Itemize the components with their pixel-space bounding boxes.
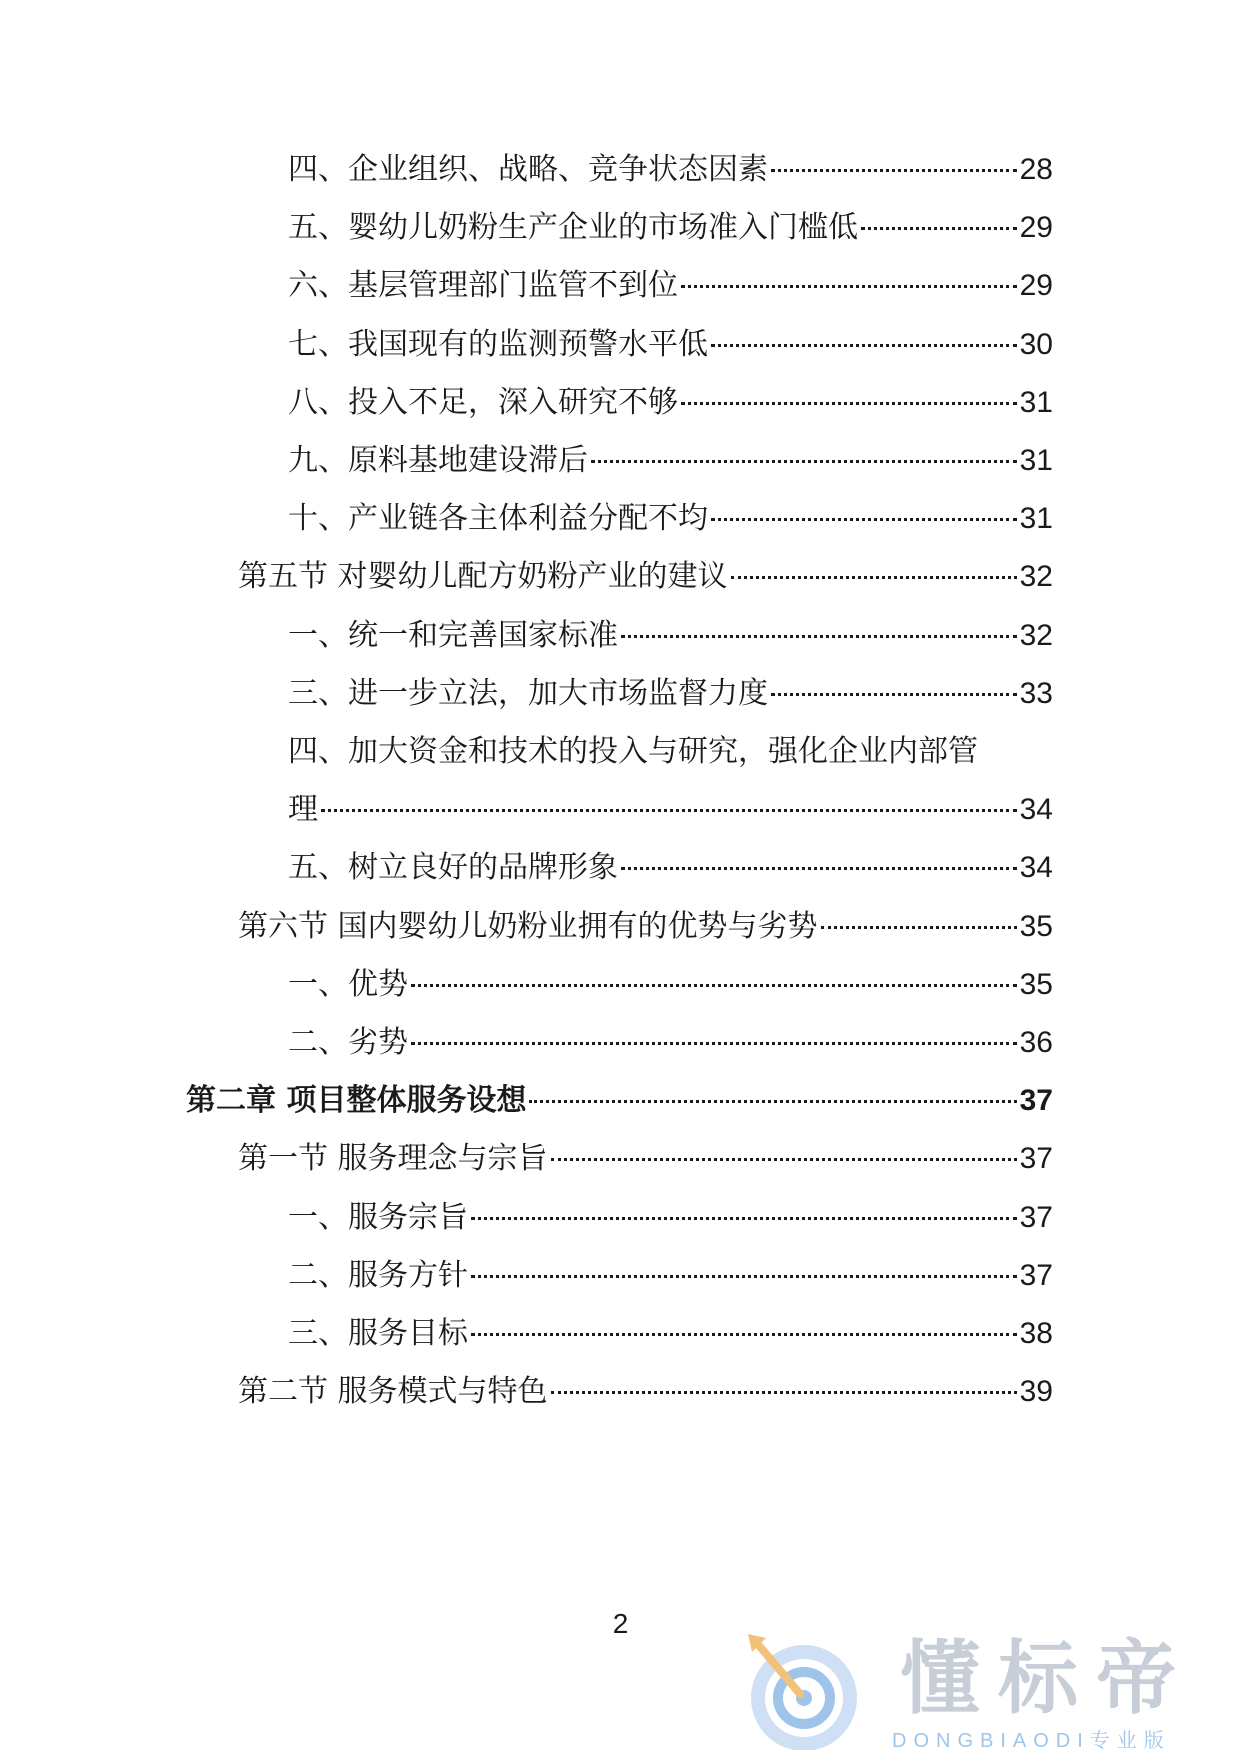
toc-entry-title: 六、基层管理部门监管不到位 bbox=[288, 268, 678, 304]
toc-entry[interactable] bbox=[288, 325, 1053, 365]
toc-entry-title: 三、服务目标 bbox=[288, 1316, 468, 1351]
toc-entry[interactable] bbox=[288, 1314, 1053, 1354]
watermark bbox=[742, 1632, 1222, 1750]
toc-entry[interactable] bbox=[288, 965, 1053, 1005]
toc-entry-page: 37 bbox=[1019, 1200, 1053, 1234]
toc-entry-title-continuation: 理 bbox=[288, 792, 318, 828]
toc-entry[interactable] bbox=[288, 266, 1053, 306]
toc-dot-leader bbox=[551, 1158, 1017, 1161]
toc-entry-page: 34 bbox=[1019, 851, 1053, 885]
toc-entry-title: 十、产业链各主体利益分配不均 bbox=[288, 501, 708, 537]
toc-dot-leader bbox=[771, 169, 1017, 172]
toc-dot-leader bbox=[771, 693, 1017, 696]
toc-dot-leader bbox=[621, 867, 1017, 870]
toc-entry-page: 31 bbox=[1019, 385, 1053, 419]
toc-entry-page: 31 bbox=[1019, 502, 1053, 536]
toc-entry-page: 32 bbox=[1019, 560, 1053, 594]
toc-entry-title: 第二节 服务模式与特色 bbox=[238, 1374, 548, 1410]
toc-dot-leader bbox=[529, 1100, 1016, 1103]
toc-dot-leader bbox=[821, 926, 1017, 929]
toc-dot-leader bbox=[471, 1333, 1017, 1336]
toc-dot-leader bbox=[591, 460, 1017, 463]
toc-entry[interactable] bbox=[288, 383, 1053, 423]
toc-dot-leader bbox=[471, 1217, 1017, 1220]
toc-entry-title: 四、加大资金和技术的投入与研究，强化企业内部管 bbox=[288, 734, 978, 769]
toc-entry-page: 37 bbox=[1019, 1258, 1053, 1292]
toc-entry[interactable] bbox=[288, 790, 1053, 830]
toc-entry-page: 30 bbox=[1019, 327, 1053, 361]
toc-entry-title: 五、婴幼儿奶粉生产企业的市场准入门槛低 bbox=[288, 210, 858, 246]
toc-entry-title: 二、劣势 bbox=[288, 1025, 408, 1060]
toc-entry-title: 四、企业组织、战略、竞争状态因素 bbox=[288, 152, 768, 187]
toc-dot-leader bbox=[411, 1042, 1017, 1045]
toc-entry-page: 29 bbox=[1019, 211, 1053, 245]
toc-entry-page: 33 bbox=[1019, 676, 1053, 710]
target-logo-icon bbox=[742, 1632, 862, 1750]
toc-entry-title: 第二章 项目整体服务设想 bbox=[186, 1083, 527, 1119]
toc-entry-page: 37 bbox=[1019, 1084, 1053, 1118]
toc-entry-page: 28 bbox=[1019, 153, 1053, 186]
toc-dot-leader bbox=[411, 984, 1017, 987]
toc-entry[interactable] bbox=[288, 441, 1053, 481]
toc-entry-page: 37 bbox=[1019, 1142, 1053, 1176]
toc-dot-leader bbox=[861, 227, 1017, 230]
toc-entry-title: 七、我国现有的监测预警水平低 bbox=[288, 326, 708, 362]
toc-entry-page: 32 bbox=[1019, 618, 1053, 652]
watermark-brand: 懂标帝 bbox=[900, 1632, 1194, 1725]
toc-entry[interactable] bbox=[288, 208, 1053, 248]
toc-entry-page: 38 bbox=[1019, 1317, 1053, 1350]
toc-dot-leader bbox=[731, 576, 1017, 579]
toc-entry-title: 第六节 国内婴幼儿奶粉业拥有的优势与劣势 bbox=[238, 908, 818, 944]
page-number: 2 bbox=[612, 1608, 629, 1639]
toc-entry-page: 35 bbox=[1019, 967, 1053, 1001]
toc-dot-leader bbox=[621, 635, 1017, 638]
toc-entry[interactable] bbox=[288, 1023, 1053, 1063]
toc-entry[interactable] bbox=[288, 499, 1053, 539]
toc-entry-page: 34 bbox=[1019, 793, 1053, 827]
toc-entry-page: 35 bbox=[1019, 909, 1053, 943]
toc-entry[interactable] bbox=[288, 1198, 1053, 1238]
toc-entry-title: 三、进一步立法，加大市场监督力度 bbox=[288, 675, 768, 711]
toc-dot-leader bbox=[551, 1391, 1017, 1394]
toc-chapter-entry[interactable] bbox=[186, 1081, 1053, 1121]
toc-entry[interactable] bbox=[288, 616, 1053, 656]
toc-entry-title: 二、服务方针 bbox=[288, 1257, 468, 1293]
toc-entry-title: 五、树立良好的品牌形象 bbox=[288, 850, 618, 886]
toc-section-entry[interactable] bbox=[238, 1372, 1053, 1412]
toc-dot-leader bbox=[711, 518, 1017, 521]
toc-dot-leader bbox=[681, 285, 1017, 288]
toc-dot-leader bbox=[471, 1275, 1017, 1278]
toc-entry-title: 一、服务宗旨 bbox=[288, 1199, 468, 1235]
toc-entry-page: 29 bbox=[1019, 269, 1053, 303]
toc-dot-leader bbox=[681, 402, 1017, 405]
toc-entry-title: 一、统一和完善国家标准 bbox=[288, 617, 618, 653]
toc-entry[interactable] bbox=[288, 150, 1053, 190]
toc-entry-title: 第一节 服务理念与宗旨 bbox=[238, 1141, 548, 1177]
toc-section-entry[interactable] bbox=[238, 557, 1053, 597]
toc-entry-page: 39 bbox=[1019, 1375, 1053, 1409]
watermark-subtitle: DONGBIAODI专业版 bbox=[892, 1730, 1171, 1752]
toc-entry-page: 36 bbox=[1019, 1026, 1053, 1059]
toc-entry-title: 第五节 对婴幼儿配方奶粉产业的建议 bbox=[238, 559, 728, 595]
toc-section-entry[interactable] bbox=[238, 1139, 1053, 1179]
toc-entry[interactable] bbox=[288, 674, 1053, 714]
toc-section-entry[interactable] bbox=[238, 907, 1053, 947]
toc-dot-leader bbox=[711, 344, 1017, 347]
toc-entry-title: 一、优势 bbox=[288, 966, 408, 1002]
toc-entry-title: 八、投入不足，深入研究不够 bbox=[288, 384, 678, 420]
toc-entry[interactable] bbox=[288, 1256, 1053, 1296]
toc-entry-page: 31 bbox=[1019, 444, 1053, 477]
toc-entry[interactable] bbox=[288, 848, 1053, 888]
toc-entry-title: 九、原料基地建设滞后 bbox=[288, 443, 588, 478]
toc-dot-leader bbox=[321, 809, 1017, 812]
